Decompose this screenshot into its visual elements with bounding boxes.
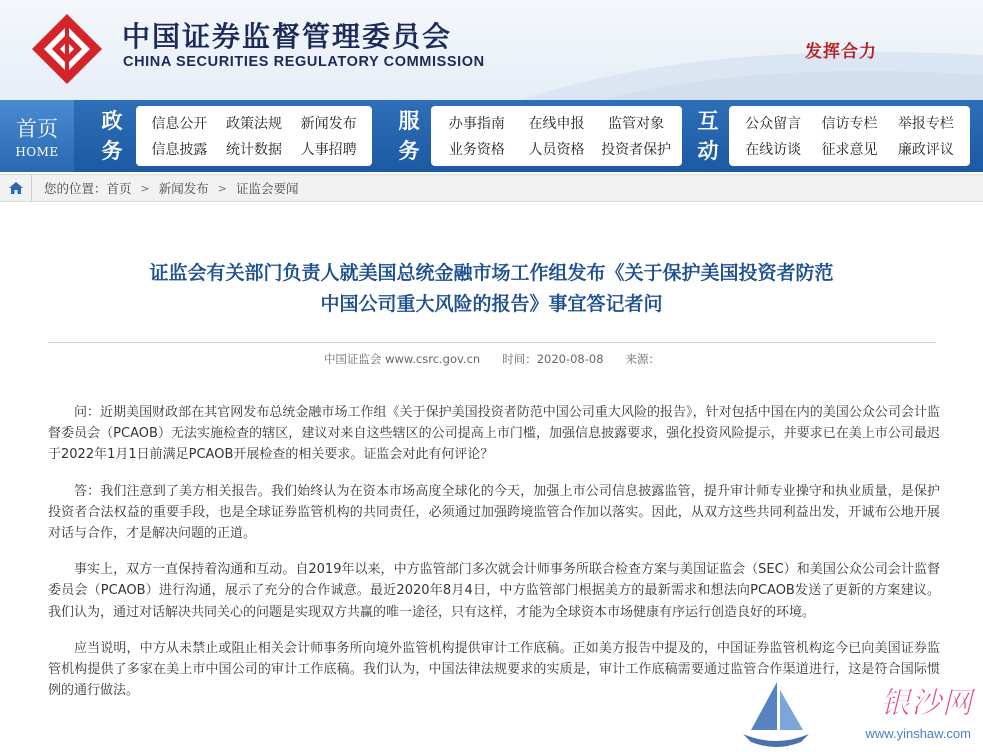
nav-link-interview[interactable]: 在线访谈 [745,142,802,158]
article-meta [48,342,936,375]
breadcrumb-news[interactable]: 新闻发布 [158,181,209,196]
org-name-cn: 中国证券监督管理委员会 [122,20,453,53]
article-title [40,258,943,320]
breadcrumb-prefix: 您的位置： [44,181,107,196]
nav-link-consultation[interactable]: 征求意见 [821,142,878,158]
nav-link-online-filing[interactable]: 在线申报 [528,116,585,132]
home-label-en: HOME [15,145,59,159]
nav-group-service [431,106,682,166]
breadcrumb-separator: > [217,181,227,195]
nav-group-label-interact: 互动 [697,108,719,163]
nav-link-public-message[interactable]: 公众留言 [745,116,802,132]
breadcrumb-separator: > [140,181,150,195]
nav-group-interact [729,106,970,166]
article-source: 中国证监会 www.csrc.gov.cn [323,352,481,366]
nav-link-petition[interactable]: 信访专栏 [821,116,878,132]
breadcrumb-home[interactable]: 首页 [106,181,132,196]
article-origin: 来源： [625,352,661,366]
breadcrumb [0,174,983,202]
nav-link-disclosure[interactable]: 信息披露 [151,142,208,158]
site-header [0,0,983,100]
nav-link-policy[interactable]: 政策法规 [225,116,282,132]
nav-link-integrity[interactable]: 廉政评议 [897,142,954,158]
watermark-text: 银沙网 [880,686,973,721]
article-paragraph-facts: 事实上，双方一直保持着沟通和互动。自2019年以来，中方监管部门多次就会计师事务所联合检查方案与美国证监会（SEC）和美国公众公司会计监督委员会（PCAOB）进行沟通，展示了充分的合作诚意。最近2020年8月4日，中方监管部门根据美方的最新需求和想法向PCAOB发送了更新的方案建议。我们认为，通过对话解决共同关心的问题是实现双方共赢的唯一途径，只有这样，才能为全球资本市场健康有序运行创造良好的环境。 [48,562,940,620]
breadcrumb-items [32,179,299,197]
watermark-url: www.yinshaw.com [865,726,971,741]
nav-group-label-service: 服务 [398,108,420,163]
site-watermark [731,676,981,752]
nav-group-gov [136,106,372,166]
header-slogan: 发挥合力 [805,42,877,62]
main-nav [0,100,983,172]
nav-link-personnel-qual[interactable]: 人员资格 [528,142,585,158]
org-name-en: CHINA SECURITIES REGULATORY COMMISSION [123,54,485,70]
article-title-line-1: 证监会有关部门负责人就美国总统金融市场工作组发布《关于保护美国投资者防范 [149,262,834,284]
nav-link-investor-protection[interactable]: 投资者保护 [601,142,672,158]
nav-link-guide[interactable]: 办事指南 [448,116,505,132]
nav-link-recruitment[interactable]: 人事招聘 [300,142,357,158]
breadcrumb-csrc-news[interactable]: 证监会要闻 [235,181,299,196]
nav-link-report[interactable]: 举报专栏 [897,116,954,132]
home-label-cn: 首页 [16,117,58,141]
article-paragraph-question: 问：近期美国财政部在其官网发布总统金融市场工作组《关于保护美国投资者防范中国公司重大风险的报告》，针对包括中国在内的美国公众公司会计监督委员会（PCAOB）无法实施检查的辖区，建议对来自这些辖区的公司提高上市门槛，加强信息披露要求，强化投资风险提示，并要求已在美上市公司最迟于2022年1月1日前满足PCAOB开展检查的相关要求。证监会对此有何评论？ [48,405,940,463]
article-paragraph-answer: 答：我们注意到了美方相关报告。我们始终认为在资本市场高度全球化的今天，加强上市公司信息披露监管，提升审计师专业操守和执业质量，是保护投资者合法权益的重要手段，也是全球证券监管机构的共同责任，必须通过加强跨境监管合作加以落实。因此，从双方这些共同利益出发，开诚布公地开展对话与合作，才是解决问题的正道。 [48,483,940,542]
nav-group-label-gov: 政务 [101,108,123,163]
article-body [48,402,940,716]
nav-home-button[interactable] [0,100,74,172]
csrc-emblem-icon[interactable] [30,12,104,86]
house-icon[interactable] [0,175,32,201]
nav-link-regulated[interactable]: 监管对象 [608,116,665,132]
article-paragraph-clarification: 应当说明，中方从未禁止或阻止相关会计师事务所向境外监管机构提供审计工作底稿。正如美方报告中提及的，中国证券监管机构迄今已向美国证券监管机构提供了多家在美上市中国公司的审计工作底稿。我们认为，中国法律法规要求的实质是，审计工作底稿需要通过监管合作渠道进行，这是符合国际惯例的通行做法。 [48,640,940,699]
nav-link-news[interactable]: 新闻发布 [300,116,357,132]
article-title-line-2: 中国公司重大风险的报告》事宜答记者问 [320,293,663,315]
sailboat-icon [741,678,811,750]
nav-link-info-open[interactable]: 信息公开 [151,116,208,132]
nav-link-business-qual[interactable]: 业务资格 [448,142,505,158]
article-time: 时间：2020-08-08 [502,352,604,366]
nav-link-statistics[interactable]: 统计数据 [225,142,282,158]
